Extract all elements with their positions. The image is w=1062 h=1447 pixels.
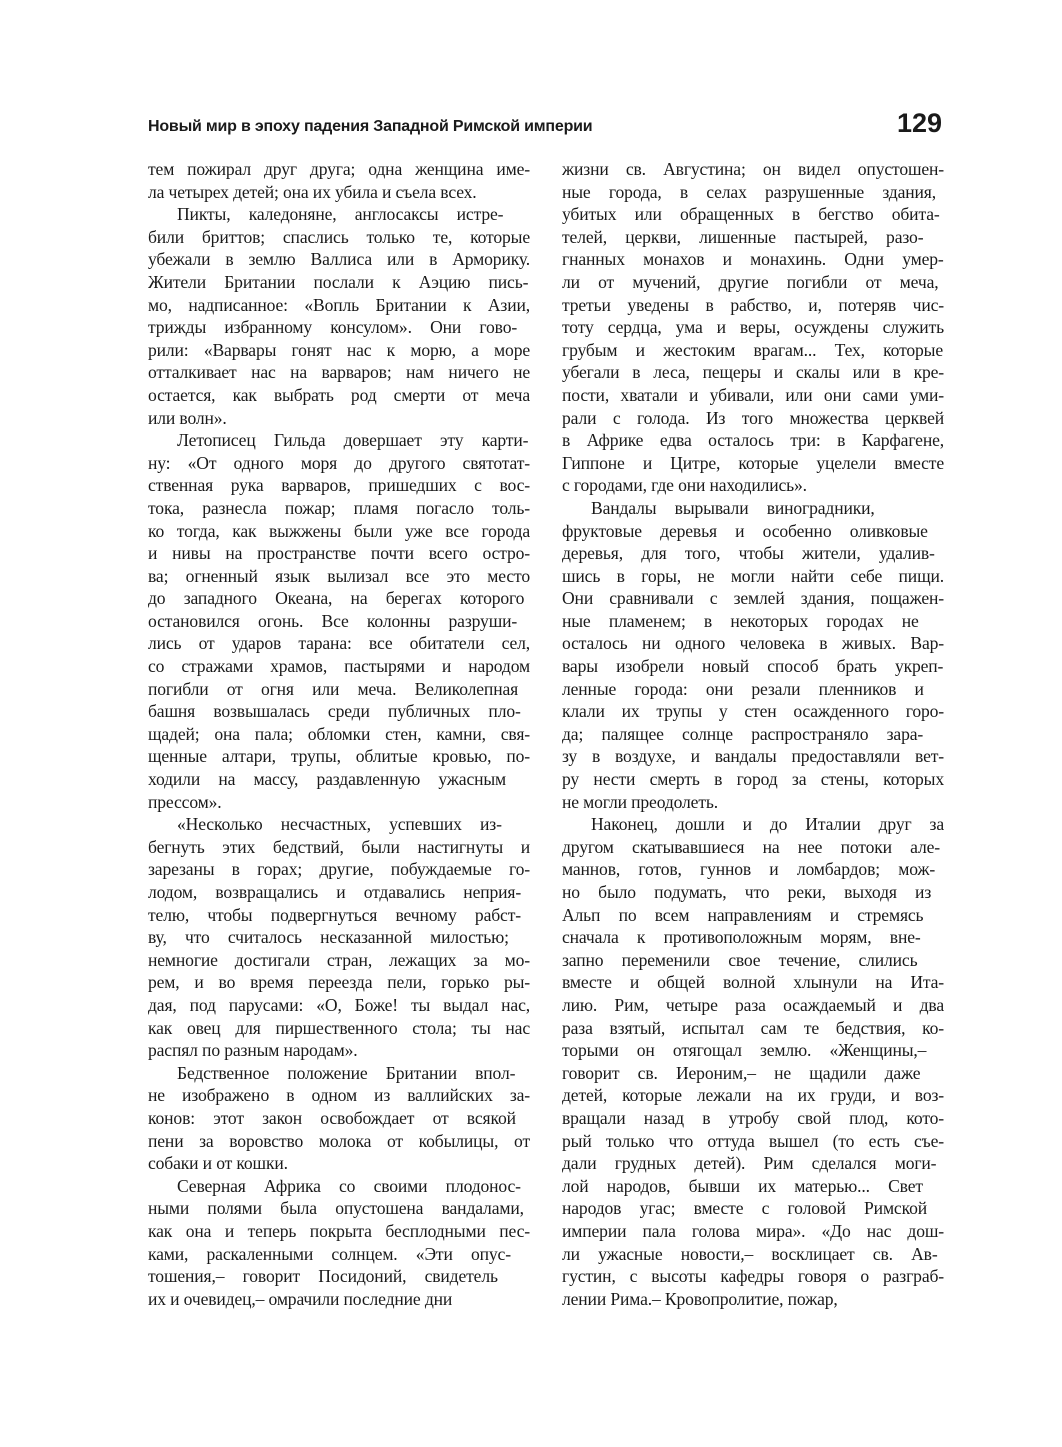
- text-line: вместе и общей волной хлынули на Ита-: [562, 972, 944, 993]
- text-line: шись в горы, не могли найти себе пищи.: [562, 565, 944, 586]
- text-line: били бриттов; спаслись только те, которые: [148, 226, 530, 247]
- text-line: бегнуть этих бедствий, были настигнуты и: [148, 836, 530, 857]
- text-line: дая, под парусами: «О, Боже! ты выдал нас,: [148, 994, 530, 1015]
- text-line: отталкивает нас на варваров; нам ничего не: [148, 362, 530, 383]
- text-line: и нивы на пространстве почти всего остро-: [148, 543, 530, 564]
- text-line: раза взятый, испытал сам те бедствия, ко-: [562, 1017, 944, 1038]
- text-line: мо, надписанное: «Вопль Британии к Азии,: [148, 294, 530, 315]
- text-line: остановился огонь. Все колонны разруши-: [148, 610, 518, 631]
- running-title: Новый мир в эпоху падения Западной Римской империи: [148, 118, 593, 135]
- text-line: гнанных монахов и монахинь. Одни умер-: [562, 249, 944, 270]
- text-line: тоту сердца, ума и веры, осуждены служить: [562, 317, 944, 338]
- text-line: дали грудных детей). Рим сделался моги-: [562, 1153, 937, 1174]
- text-line: тем пожирал друг друга; одна женщина име-: [148, 159, 530, 179]
- text-line: лию. Рим, четыре раза осаждаемый и два: [562, 994, 944, 1015]
- text-line: жизни св. Августина; он видел опустошен-: [562, 159, 944, 179]
- text-line: прессом».: [148, 791, 222, 812]
- text-line: остается, как выбрать род смерти от меча: [148, 384, 530, 405]
- text-line: убегали в леса, пещеры и скалы или в кре-: [562, 362, 944, 383]
- text-line: ные пламенем; в некоторых городах не: [562, 610, 919, 631]
- text-line: щенные алтари, трупы, облитые кровью, по-: [148, 746, 530, 767]
- text-line: ну: «От одного моря до другого святотат-: [148, 452, 531, 473]
- text-line: говорит св. Иероним,– не щадили даже: [562, 1062, 921, 1083]
- text-line: как овец для пиршественного стола; ты нас: [148, 1017, 530, 1038]
- right-text-column: [562, 158, 944, 1310]
- text-line: ственная рука варваров, пришедших с вос-: [148, 475, 530, 496]
- text-line: их и очевидец,– омрачили последние дни: [148, 1288, 453, 1309]
- text-line: пени за воровство молока от кобылицы, от: [148, 1130, 530, 1151]
- text-line: трижды избранному консулом». Они гово-: [148, 317, 518, 338]
- text-line: щадей; она пала; обломки стен, камни, свя-: [148, 723, 530, 744]
- text-line: до западного Океана, на берегах которого: [148, 588, 525, 609]
- text-line: Альп по всем направлениям и стремясь: [562, 904, 924, 925]
- text-line: как она и теперь покрыта бесплодными пес-: [148, 1220, 530, 1241]
- text-line: вары изобрели новый способ брать укреп-: [562, 656, 944, 677]
- text-line: зарезаны в горах; другие, побуждаемые го-: [148, 859, 530, 880]
- text-line: Летописец Гильда довершает эту карти-: [177, 430, 529, 451]
- text-line: ру нести смерть в город за стены, которых: [562, 769, 944, 790]
- text-line: рый только что оттуда вышел (то есть съе-: [562, 1130, 944, 1151]
- text-line: или волн».: [148, 407, 227, 428]
- text-line: фруктовые деревья и особенно оливковые: [562, 520, 928, 541]
- running-head: [148, 108, 944, 144]
- text-line: вращали назад в утробу свой плод, кото-: [562, 1107, 944, 1128]
- text-line: но было подумать, что реки, выходя из: [562, 882, 932, 902]
- text-line: ла четырех детей; она их убила и съела всех.: [148, 181, 477, 202]
- text-line: Бедственное положение Британии впол-: [177, 1062, 516, 1083]
- text-line: ко тогда, как выжжены были уже все города: [148, 520, 530, 541]
- text-line: рем, и во время переезда пели, горько ры-: [148, 972, 531, 993]
- text-line: Северная Африка со своими плодонос-: [177, 1175, 521, 1196]
- text-line: погибли от огня или меча. Великолепная: [148, 678, 519, 699]
- text-line: пости, хватали и убивали, или они сами уми-: [562, 384, 944, 405]
- text-line: тока, разнесла пожар; пламя погасло толь-: [148, 497, 530, 518]
- text-line: не могли преодолеть.: [562, 791, 718, 812]
- text-line: со стражами храмов, пастырями и народом: [148, 656, 530, 677]
- text-line: грубым и жестоким врагам... Тех, которые: [562, 339, 944, 360]
- text-line: торыми он отягощал землю. «Женщины,–: [562, 1040, 927, 1061]
- left-text-column: [148, 158, 530, 1310]
- text-line: рили: «Варвары гонят нас к морю, а море: [148, 339, 530, 360]
- text-line: детей, которые лежали на их груди, и воз-: [562, 1085, 944, 1106]
- text-line: Наконец, дошли и до Италии друг за: [591, 814, 944, 835]
- text-line: другом скатывавшиеся на нее потоки але-: [562, 836, 940, 857]
- text-line: с городами, где они находились».: [562, 475, 807, 496]
- text-line: телю, чтобы подвергнуться вечному рабст-: [148, 904, 521, 925]
- text-line: Пикты, каледоняне, англосаксы истре-: [177, 204, 504, 225]
- text-line: осталось ни одного человека в живых. Вар-: [562, 633, 944, 654]
- text-line: собаки и от кошки.: [148, 1153, 288, 1174]
- text-line: ные города, в селах разрушенные здания,: [562, 181, 936, 202]
- text-line: ва; огненный язык вылизал все это место: [148, 565, 530, 586]
- text-line: рали с голода. Из того множества церквей: [562, 407, 944, 428]
- text-line: Они сравнивали с землей здания, пощажен-: [562, 588, 945, 609]
- text-line: лении Рима.– Кровопролитие, пожар,: [562, 1288, 838, 1309]
- text-line: убитых или обращенных в бегство обита-: [562, 204, 940, 225]
- text-line: да; палящее солнце распространяло зара-: [562, 723, 924, 744]
- text-line: лодом, возвращались и отдавались неприя-: [148, 882, 522, 902]
- text-line: немногие достигали стран, лежащих за мо-: [148, 949, 530, 970]
- text-line: ленные города: они резали пленников и: [562, 678, 924, 699]
- text-line: ными полями была опустошена вандалами,: [148, 1198, 524, 1219]
- text-line: убежали в землю Валлиса или в Арморику.: [148, 249, 530, 270]
- text-line: лись от ударов тарана: все обитатели сел,: [148, 633, 530, 654]
- text-line: сначала к противоположным морям, вне-: [562, 927, 921, 948]
- text-line: ли ужасные новости,– восклицает св. Ав-: [562, 1243, 938, 1264]
- text-line: зу в воздухе, и вандалы предоставляли вет-: [562, 746, 944, 767]
- text-line: распял по разным народам».: [148, 1040, 358, 1061]
- text-line: третьи уведены в рабство, и, потеряв чис-: [562, 294, 944, 315]
- text-line: маннов, готов, гуннов и ломбардов; мож-: [562, 859, 936, 880]
- text-line: ву, что считалось несказанной милостью;: [148, 927, 509, 948]
- text-line: в Африке едва осталось три: в Карфагене,: [562, 430, 944, 451]
- text-line: народов угас; вместе с головой Римской: [562, 1198, 928, 1219]
- text-line: ходили на массу, раздавленную ужасным: [148, 769, 507, 790]
- text-line: ли от мучений, другие погибли от меча,: [562, 271, 939, 292]
- text-line: запно переменили свое течение, слились: [562, 949, 918, 970]
- text-line: клали их трупы у стен осажденного горо-: [562, 701, 944, 722]
- text-line: ками, раскаленными солнцем. «Эти опус-: [148, 1243, 511, 1264]
- text-line: деревья, для того, чтобы жители, удалив-: [562, 543, 935, 564]
- page-number: 129: [896, 108, 942, 138]
- text-line: Жители Британии послали к Аэцию пись-: [148, 271, 529, 292]
- text-line: «Несколько несчастных, успевших из-: [177, 814, 502, 835]
- text-line: конов: этот закон освобождает от всякой: [148, 1107, 516, 1128]
- text-line: башня возвышалась среди публичных пло-: [148, 701, 521, 722]
- text-line: не изображено в одном из валлийских за-: [148, 1085, 530, 1106]
- text-line: телей, церкви, лишенные пастырей, разо-: [562, 226, 924, 247]
- text-line: Гиппоне и Цитре, которые уцелели вместе: [562, 452, 944, 473]
- text-line: Вандалы вырывали виноградники,: [591, 497, 875, 518]
- text-line: лой народов, бывши их матерью... Свет: [562, 1175, 923, 1196]
- text-line: империи пала голова мира». «До нас дош-: [562, 1220, 944, 1241]
- text-line: густин, с высоты кафедры говоря о разграб-: [562, 1266, 944, 1287]
- text-line: тошения,– говорит Посидоний, свидетель: [148, 1266, 498, 1287]
